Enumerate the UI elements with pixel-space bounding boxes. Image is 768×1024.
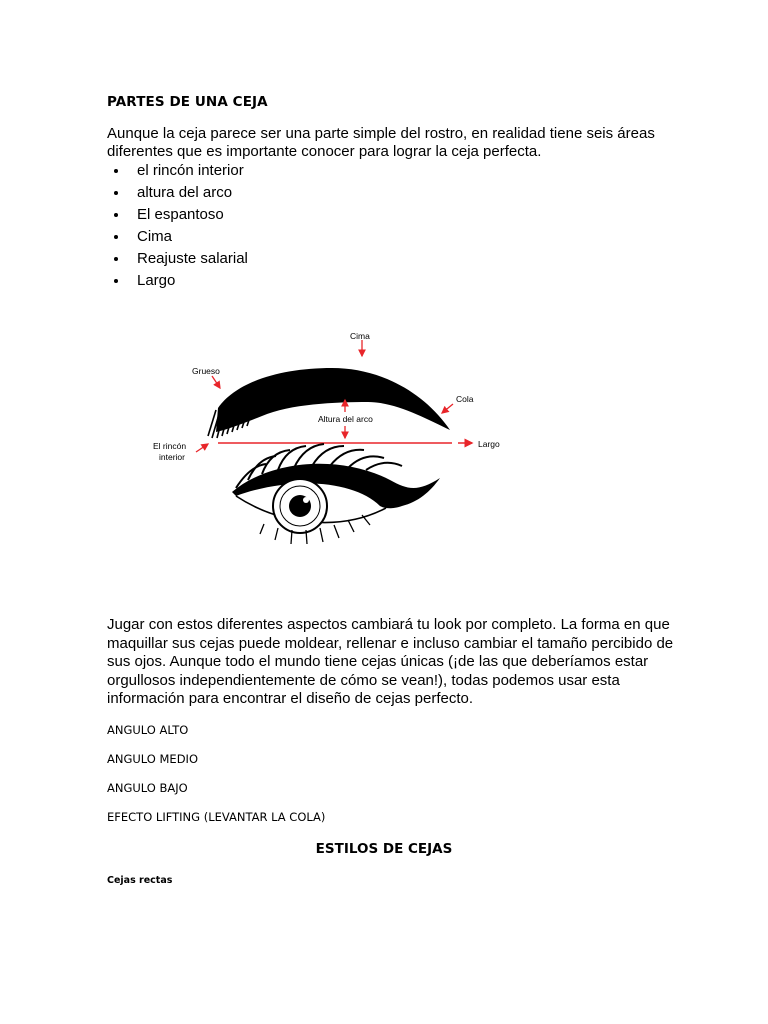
- list-item: altura del arco: [107, 183, 248, 205]
- body-paragraph: Jugar con estos diferentes aspectos cambiará tu look por completo. La forma en que maquillar sus cejas puede moldear, rellenar e incluso cambiar el tamaño percibido de sus ojos. Aunque todo el mundo tiene cejas únicas (¡de las que deberíamos estar orgullosos independientemente de cómo se vean!), todas podemos usar esta información para encontrar el diseño de cejas perfecto.: [107, 616, 674, 707]
- bullet-icon: [114, 279, 118, 283]
- label-cola: Cola: [456, 394, 474, 404]
- label-rincon-2: interior: [159, 452, 185, 462]
- angle-item-medio: ANGULO MEDIO: [107, 752, 198, 766]
- label-grueso: Grueso: [192, 366, 220, 376]
- bullet-icon: [114, 257, 118, 261]
- list-item: Cima: [107, 227, 248, 249]
- list-item: el rincón interior: [107, 161, 248, 183]
- list-item: El espantoso: [107, 205, 248, 227]
- styles-title: ESTILOS DE CEJAS: [315, 841, 453, 857]
- label-rincon-1: El rincón: [153, 441, 187, 451]
- rincon-arrow: [196, 444, 208, 452]
- list-item: Largo: [107, 271, 248, 293]
- bullet-icon: [114, 213, 118, 217]
- cola-arrow: [442, 404, 453, 413]
- bullet-icon: [114, 235, 118, 239]
- label-largo: Largo: [478, 439, 500, 449]
- eyebrow-parts-list: [107, 161, 248, 293]
- bullet-icon: [114, 169, 118, 173]
- bullet-icon: [114, 191, 118, 195]
- grueso-arrow: [212, 376, 220, 388]
- eyebrow-eye-illustration: [140, 320, 520, 575]
- label-cima: Cima: [350, 331, 370, 341]
- angle-item-lifting: EFECTO LIFTING (LEVANTAR LA COLA): [107, 810, 326, 824]
- label-altura: Altura del arco: [318, 414, 373, 424]
- intro-paragraph: Aunque la ceja parece ser una parte simple del rostro, en realidad tiene seis áreas diferentes que es importante conocer para lograr la ceja perfecta.: [107, 125, 655, 160]
- list-item: Reajuste salarial: [107, 249, 248, 271]
- angle-item-bajo: ANGULO BAJO: [107, 781, 188, 795]
- angle-item-alto: ANGULO ALTO: [107, 723, 189, 737]
- styles-subtitle: Cejas rectas: [107, 875, 173, 886]
- section-title: PARTES DE UNA CEJA: [107, 94, 268, 110]
- eyebrow-diagram: [140, 320, 520, 575]
